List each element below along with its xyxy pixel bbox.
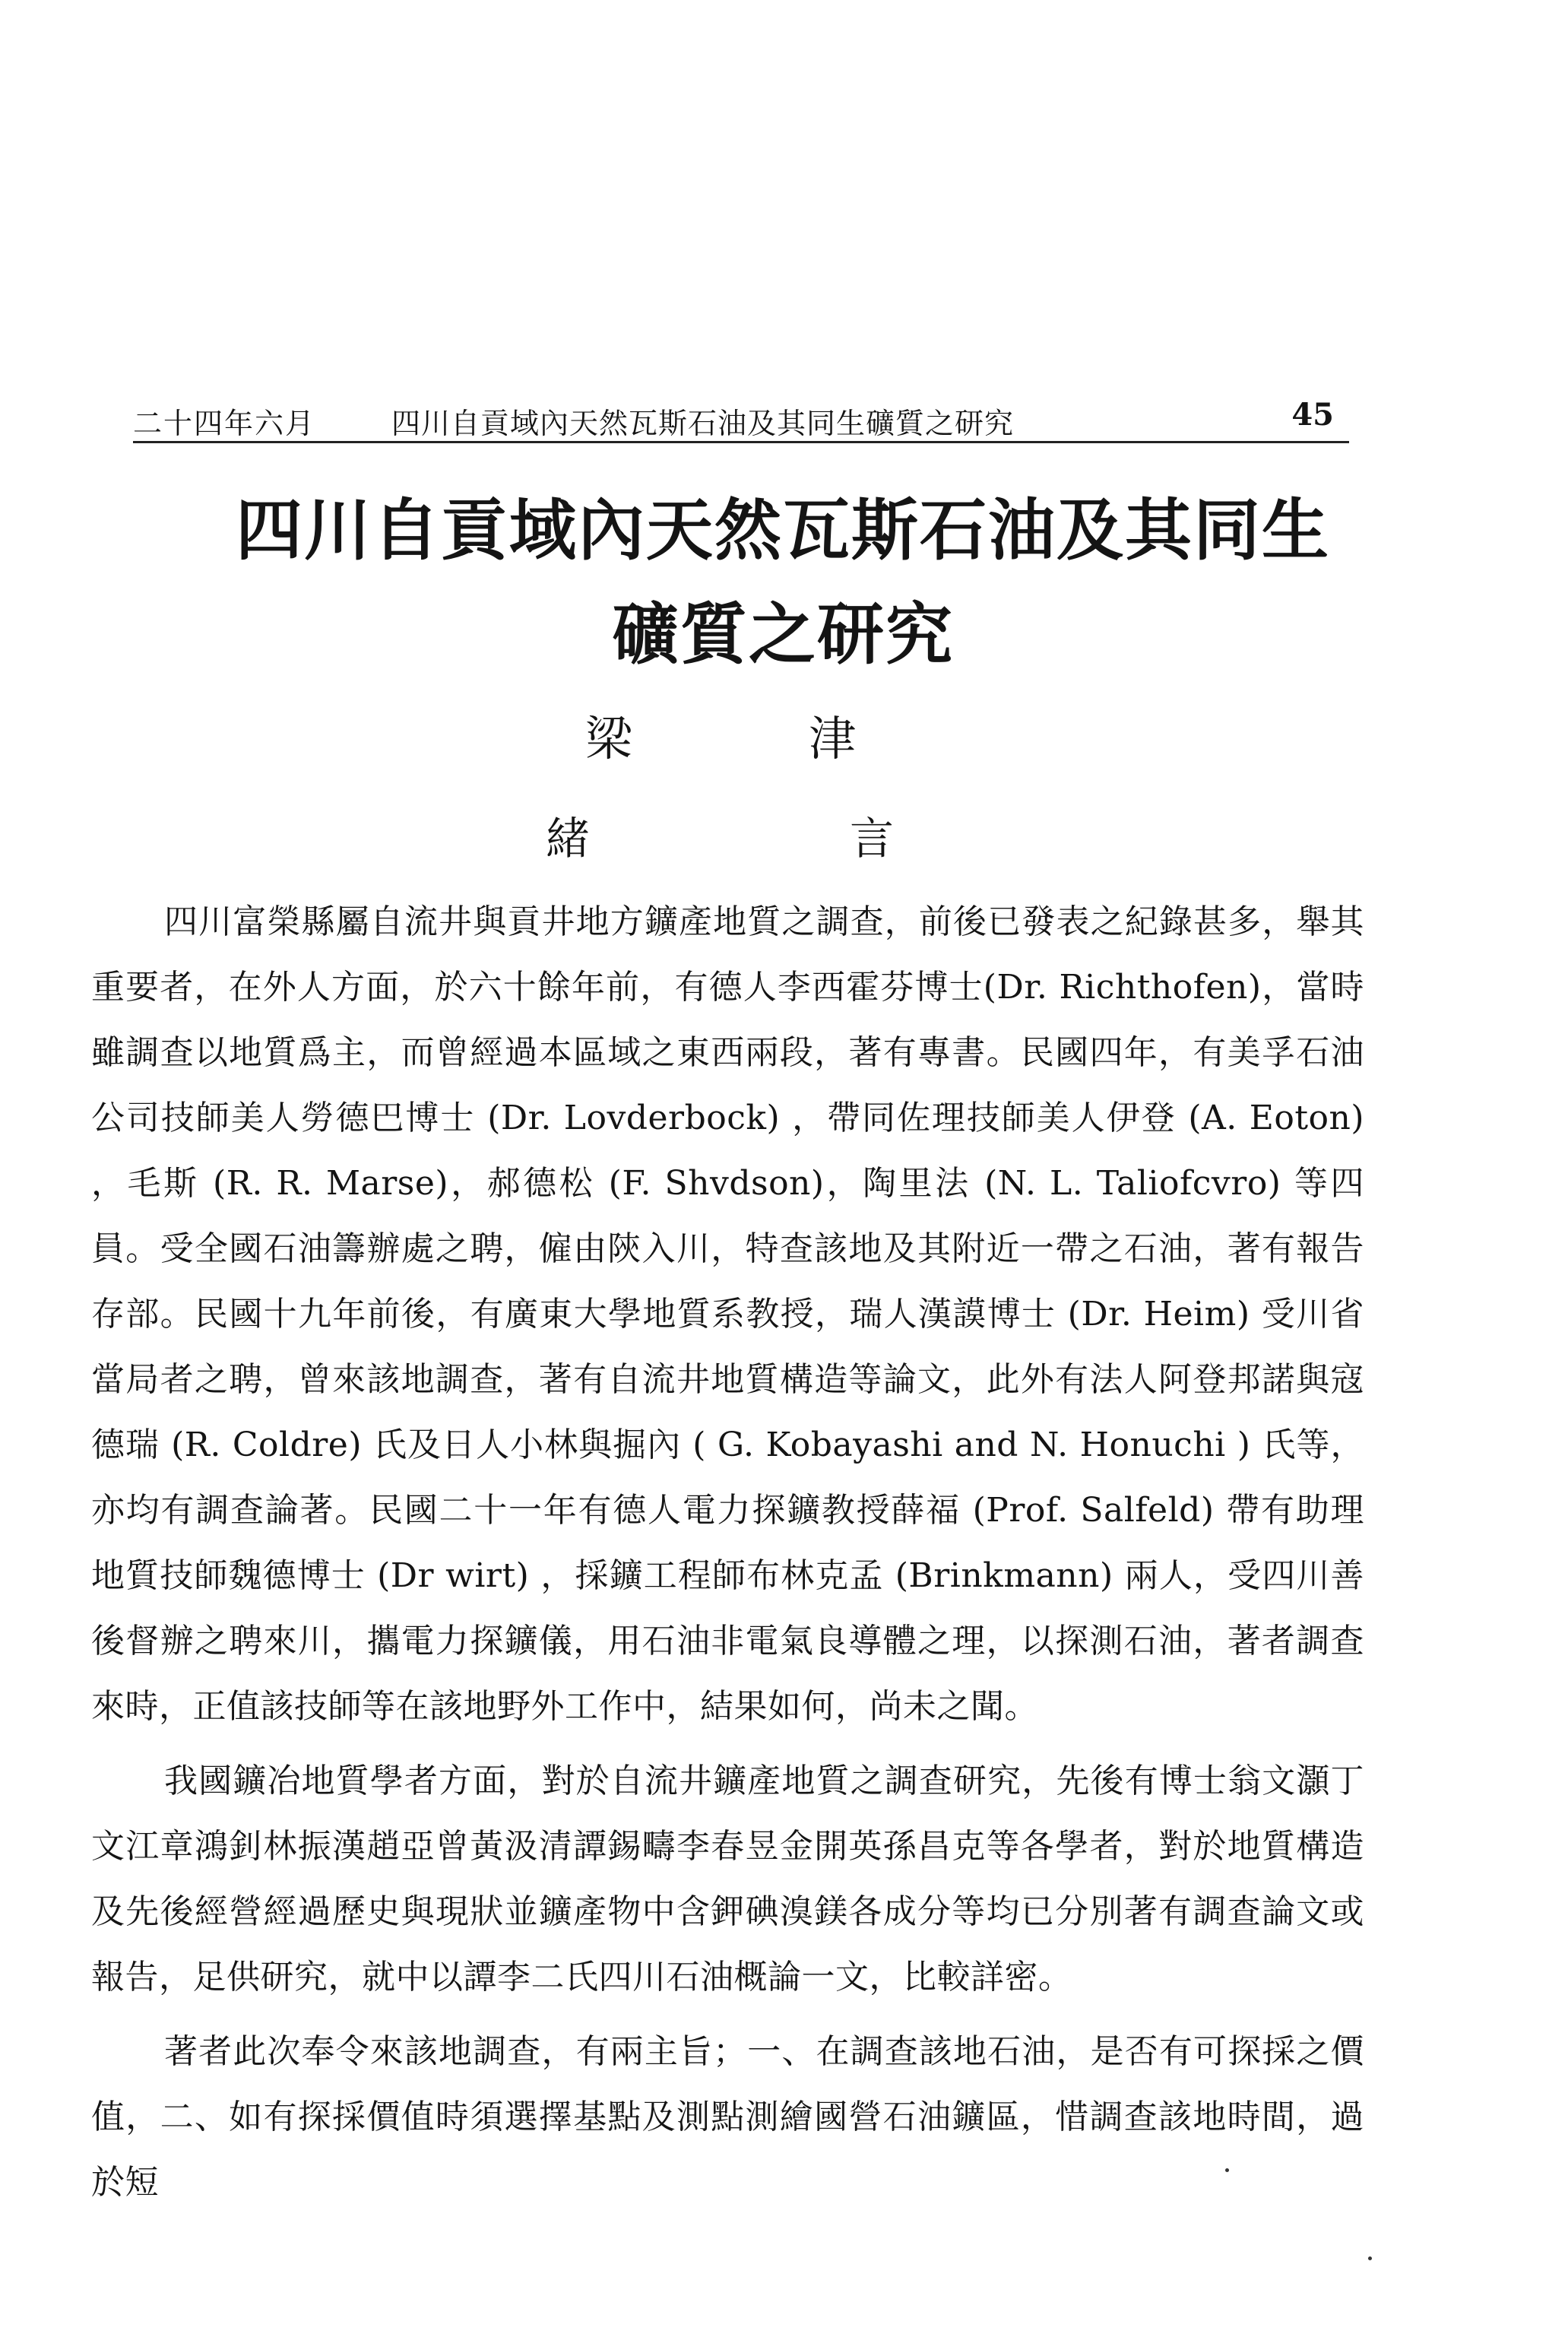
paragraph-1: 四川富榮縣屬自流井與貢井地方鑛產地質之調查，前後已發表之紀錄甚多，舉其重要者，在外人方面，於六十餘年前，有德人李西霍芬博士(Dr. Richthofen)，當時雖調查以地質爲主，而曾經過本區域之東西兩段，著有專書。民國四年，有美孚石油公司技師美人勞德巴博士 (Dr. Lovderbock) ，帶同佐理技師美人伊登 (A. Eoton) ，毛斯 (R. R. Marse)，郝德松 (F. Shvdson)，陶里法 (N. L. Taliofcvro) 等四員。受全國石油籌辦處之聘，僱由陝入川，特查該地及其附近一帶之石油，著有報告存部。民國十九年前後，有廣東大學地質系教授，瑞人漢謨博士 (Dr. Heim) 受川省當局者之聘，曾來該地調查，著有自流井地質構造等論文，此外有法人阿登邦諾與寇德瑞 (R. Coldre) 氏及日人小林與掘內 ( G. Kobayashi and N. Honuchi ) 氏等，亦均有調查論著。民國二十一年有德人電力探鑛教授薛福 (Prof. Salfeld) 帶有助理地質技師魏德博士 (Dr wirt) ，採鑛工程師布林克孟 (Brinkmann) 兩人，受四川善後督辦之聘來川，攜電力探鑛儀，用石油非電氣良導體之理，以探測石油，著者調查來時，正值該技師等在該地野外工作中，結果如何，尚未之聞。: [91, 902, 1364, 1726]
article-title-line-1: 四川自貢域內天然瓦斯石油及其同生: [235, 491, 1330, 569]
section-heading-char-2: 言: [850, 813, 895, 864]
scan-speck: [1225, 2168, 1229, 2172]
body-text: [91, 890, 1364, 2215]
author-surname: 梁: [585, 711, 633, 766]
author-given-name: 津: [809, 711, 857, 766]
running-header: [133, 394, 1349, 443]
paragraph-2: 我國鑛冶地質學者方面，對於自流井鑛產地質之調查研究，先後有博士翁文灝丁文江章鴻釗林振漢趙亞曾黃汲清譚錫疇李春昱金開英孫昌克等各學者，對於地質構造及先後經營經過歷史與現狀並鑛產物中含鉀碘溴鎂各成分等均已分別著有調查論文或報告，足供研究，就中以譚李二氏四川石油概論一文，比較詳密。: [91, 1762, 1364, 1996]
header-title: 四川自貢域內天然瓦斯石油及其同生礦質之研究: [391, 407, 1015, 440]
scan-speck: [1368, 2256, 1372, 2260]
section-heading-char-1: 緒: [546, 813, 591, 864]
article-title-line-2: 礦質之研究: [611, 595, 954, 674]
paragraph-3: 著者此次奉令來該地調查，有兩主旨；一、在調查該地石油，是否有可探採之價值，二、如有探採價值時須選擇基點及測點測繪國營石油鑛區，惜調查該地時間，過於短: [91, 2032, 1364, 2202]
author: [0, 701, 1568, 766]
page-number: 45: [1291, 397, 1334, 433]
header-date: 二十四年六月: [133, 407, 316, 440]
section-heading: [0, 803, 1568, 864]
